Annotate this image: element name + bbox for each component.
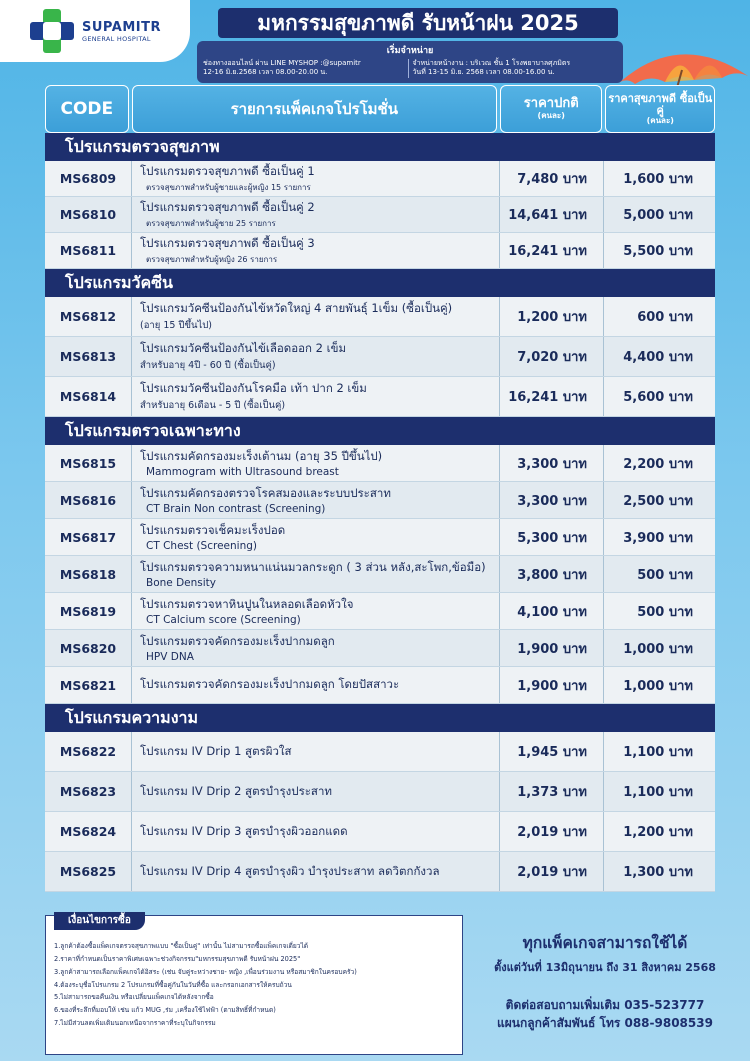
package-name-cell xyxy=(132,772,500,811)
package-code: MS6810 xyxy=(45,197,132,232)
package-name: โปรแกรมตรวจสุขภาพดี ซื้อเป็นคู่ 3 xyxy=(140,236,315,250)
regular-price: 3,300 บาท xyxy=(500,482,604,518)
regular-price: 16,241 บาท xyxy=(500,377,604,416)
package-detail: สำหรับอายุ 4ปี - 60 ปี (ซื้อเป็นคู่) xyxy=(140,360,276,371)
section-header: โปรแกรมตรวจสุขภาพ xyxy=(45,133,715,161)
table-row xyxy=(45,233,715,269)
package-detail: Mammogram with Ultrasound breast xyxy=(146,466,339,478)
promo-price: 5,500 บาท xyxy=(623,244,693,259)
package-detail: (อายุ 15 ปีขึ้นไป) xyxy=(140,320,212,331)
package-detail: ตรวจสุขภาพสำหรับผู้หญิง 26 รายการ xyxy=(146,255,278,264)
package-code: MS6823 xyxy=(45,772,132,811)
table-row xyxy=(45,667,715,704)
package-name: โปรแกรมวัคซีนป้องกันโรคมือ เท้า ปาก 2 เข็ม xyxy=(140,381,367,395)
package-code: MS6822 xyxy=(45,732,132,771)
regular-price: 16,241 บาท xyxy=(500,233,604,268)
promo-price: 1,100 บาท xyxy=(623,785,693,800)
conditions-title: เงื่อนไขการซื้อ xyxy=(54,912,145,930)
promo-price: 5,600 บาท xyxy=(623,390,693,405)
package-name-cell xyxy=(132,593,500,629)
package-name-cell xyxy=(132,556,500,592)
package-code: MS6825 xyxy=(45,852,132,891)
package-name: โปรแกรมวัคซีนป้องกันไข้เลือดออก 2 เข็ม xyxy=(140,341,347,355)
condition-item: 6.ของที่ระลึกที่มอบให้ เช่น แก้ว MUG ,ร่ม ,เครื่องใช้ไฟฟ้า (ตามสิทธิ์ที่กำหนด) xyxy=(54,1006,276,1015)
sale-title: เริ่มจำหน่าย xyxy=(386,46,434,56)
table-row xyxy=(45,337,715,377)
package-name: โปรแกรมคัดกรองตรวจโรคสมองและระบบประสาท xyxy=(140,486,391,500)
condition-item: 3.ลูกค้าสามารถเลือกแพ็คเกจได้อิสระ (เช่น จับคู่ระหว่างชาย- หญิง ,เพื่อนร่วมงาน หรือสมาชิกในครอบครัว) xyxy=(54,967,357,976)
regular-price: 4,100 บาท xyxy=(500,593,604,629)
package-name: โปรแกรม IV Drip 1 สูตรผิวใส xyxy=(140,743,292,758)
package-name: โปรแกรม IV Drip 2 สูตรบำรุงประสาท xyxy=(140,783,332,798)
package-code: MS6809 xyxy=(45,161,132,196)
package-name-cell xyxy=(132,732,500,771)
regular-price: 7,020 บาท xyxy=(500,337,604,376)
table-row xyxy=(45,297,715,337)
regular-price: 1,945 บาท xyxy=(500,732,604,771)
promo-price: 1,100 บาท xyxy=(623,745,693,760)
regular-price: 2,019 บาท xyxy=(500,852,604,891)
header-price: ราคาปกติ (คนละ) xyxy=(500,85,603,133)
package-name-cell xyxy=(132,852,500,891)
condition-item: 2.ราคาที่กำหนดเป็นราคาพิเศษเฉพาะช่วงกิจกรรม"มหกรรมสุขภาพดี รับหน้าฝน 2025" xyxy=(54,954,301,963)
table-row xyxy=(45,812,715,852)
sale-onsite-line1: จำหน่ายหน้างาน : บริเวณ ชั้น 1 โรงพยาบาลศุภมิตร xyxy=(412,59,571,67)
package-name: โปรแกรมตรวจเช็คมะเร็งปอด xyxy=(140,523,286,537)
table-row xyxy=(45,482,715,519)
promo-price: 4,400 บาท xyxy=(623,350,693,365)
table-body xyxy=(45,133,715,892)
package-name: โปรแกรมตรวจหาหินปูนในหลอดเลือดหัวใจ xyxy=(140,597,354,611)
header-code: CODE xyxy=(45,85,129,133)
regular-price: 2,019 บาท xyxy=(500,812,604,851)
usage-info xyxy=(470,930,740,1032)
table-row xyxy=(45,161,715,197)
package-name: โปรแกรมคัดกรองมะเร็งเต้านม (อายุ 35 ปีขึ้นไป) xyxy=(140,449,383,463)
section-header: โปรแกรมวัคซีน xyxy=(45,269,715,297)
promo-price: 2,500 บาท xyxy=(623,493,693,509)
table-row xyxy=(45,445,715,482)
package-name-cell xyxy=(132,812,500,851)
package-code: MS6820 xyxy=(45,630,132,666)
table-row xyxy=(45,377,715,417)
table-row xyxy=(45,852,715,892)
regular-price: 3,800 บาท xyxy=(500,556,604,592)
package-code: MS6814 xyxy=(45,377,132,416)
package-code: MS6816 xyxy=(45,482,132,518)
regular-price: 1,200 บาท xyxy=(500,297,604,336)
promo-price: 1,200 บาท xyxy=(623,825,693,840)
package-detail: ตรวจสุขภาพสำหรับผู้ชายและผู้หญิง 15 รายการ xyxy=(146,183,311,192)
package-code: MS6813 xyxy=(45,337,132,376)
package-name-cell xyxy=(132,519,500,555)
package-code: MS6824 xyxy=(45,812,132,851)
promo-price: 2,200 บาท xyxy=(623,456,693,472)
section-header: โปรแกรมตรวจเฉพาะทาง xyxy=(45,417,715,445)
logo-name: SUPAMITR xyxy=(82,19,161,35)
package-name: โปรแกรมตรวจคัดกรองมะเร็งปากมดลูก โดยปัสสาวะ xyxy=(140,677,400,691)
table-row xyxy=(45,772,715,812)
table-row xyxy=(45,556,715,593)
package-code: MS6817 xyxy=(45,519,132,555)
condition-item: 4.ต้องระบุชื่อโปรแกรม 2 โปรแกรมที่ซื้อคู่กันในวันที่ซื้อ และกรอกเอกสารให้ครบถ้วน xyxy=(54,980,292,989)
contact-phone: ติดต่อสอบถามเพิ่มเติม 035-523777 xyxy=(505,998,705,1012)
package-name-cell xyxy=(132,667,500,703)
condition-item: 7.ไม่มีส่วนลดเพิ่มเติมนอกเหนือจากราคาที่ระบุในกิจกรรม xyxy=(54,1019,216,1028)
package-name-cell xyxy=(132,297,500,336)
table-row xyxy=(45,197,715,233)
package-name-cell xyxy=(132,482,500,518)
table-row xyxy=(45,519,715,556)
regular-price: 7,480 บาท xyxy=(500,161,604,196)
logo-subtitle: GENERAL HOSPITAL xyxy=(82,34,151,43)
package-code: MS6815 xyxy=(45,445,132,481)
package-detail: สำหรับอายุ 6เดือน - 5 ปี (ซื้อเป็นคู่) xyxy=(140,400,286,411)
package-code: MS6819 xyxy=(45,593,132,629)
regular-price: 1,373 บาท xyxy=(500,772,604,811)
package-name: โปรแกรมตรวจสุขภาพดี ซื้อเป็นคู่ 1 xyxy=(140,164,315,178)
package-name: โปรแกรมวัคซีนป้องกันไข้หวัดใหญ่ 4 สายพันธุ์ 1เข็ม (ซื้อเป็นคู่) xyxy=(140,301,453,315)
regular-price: 1,900 บาท xyxy=(500,630,604,666)
package-name: โปรแกรมตรวจความหนาแน่นมวลกระดูก ( 3 ส่วน หลัง,สะโพก,ข้อมือ) xyxy=(140,560,486,574)
promo-price: 600 บาท xyxy=(637,310,693,325)
sale-onsite-line2: วันที่ 13-15 มิ.ย. 2568 เวลา 08.00-16.00 น. xyxy=(412,68,555,77)
promo-price: 1,600 บาท xyxy=(623,172,693,187)
package-name: โปรแกรมตรวจสุขภาพดี ซื้อเป็นคู่ 2 xyxy=(140,200,315,214)
package-name: โปรแกรม IV Drip 4 สูตรบำรุงผิว บำรุงประสาท ลดวิตกกังวล xyxy=(140,863,440,878)
promo-price: 5,000 บาท xyxy=(623,208,693,223)
usage-date: ตั้งแต่วันที่ 13มิถุนายน ถึง 31 สิงหาคม 2568 xyxy=(494,961,716,974)
contact-customer-relations: แผนกลูกค้าสัมพันธ์ โทร 088-9808539 xyxy=(497,1016,713,1030)
package-code: MS6811 xyxy=(45,233,132,268)
hospital-logo xyxy=(0,0,190,62)
header-promo: ราคาสุขภาพดี ซื้อเป็นคู่ (คนละ) xyxy=(605,85,715,133)
package-detail: HPV DNA xyxy=(146,651,194,663)
package-name-cell xyxy=(132,197,500,232)
regular-price: 1,900 บาท xyxy=(500,667,604,703)
package-detail: Bone Density xyxy=(146,577,216,589)
promo-price: 500 บาท xyxy=(637,604,693,620)
table-row xyxy=(45,732,715,772)
promo-price: 1,300 บาท xyxy=(623,865,693,880)
regular-price: 14,641 บาท xyxy=(500,197,604,232)
package-table xyxy=(45,85,715,913)
table-row xyxy=(45,593,715,630)
conditions-box xyxy=(45,915,463,1055)
package-detail: CT Brain Non contrast (Screening) xyxy=(146,503,326,515)
sale-info-box xyxy=(197,41,623,83)
regular-price: 5,300 บาท xyxy=(500,519,604,555)
promo-price: 1,000 บาท xyxy=(623,641,693,657)
section-header: โปรแกรมความงาม xyxy=(45,704,715,732)
usage-title: ทุกแพ็คเกจสามารถใช้ได้ xyxy=(522,934,688,952)
package-detail: ตรวจสุขภาพสำหรับผู้ชาย 25 รายการ xyxy=(146,219,276,228)
conditions-list xyxy=(54,940,458,1030)
promo-price: 3,900 บาท xyxy=(623,530,693,546)
package-detail: CT Chest (Screening) xyxy=(146,540,257,552)
package-name-cell xyxy=(132,377,500,416)
logo-cross-icon xyxy=(30,9,74,53)
sale-online-line2: 12-16 มิ.ย.2568 เวลา 08.00-20.00 น. xyxy=(203,68,328,77)
sale-online-line1: ช่องทางออนไลน์ ผ่าน LINE MYSHOP :@supamitr xyxy=(203,59,361,67)
header-name: รายการแพ็คเกจโปรโมชั่น xyxy=(132,85,497,133)
package-name-cell xyxy=(132,445,500,481)
package-name-cell xyxy=(132,337,500,376)
table-header xyxy=(45,85,715,133)
package-name-cell xyxy=(132,161,500,196)
package-code: MS6812 xyxy=(45,297,132,336)
package-name: โปรแกรมตรวจคัดกรองมะเร็งปากมดลูก xyxy=(140,634,335,648)
package-name: โปรแกรม IV Drip 3 สูตรบำรุงผิวออกแดด xyxy=(140,823,348,838)
package-detail: CT Calcium score (Screening) xyxy=(146,614,301,626)
promo-price: 500 บาท xyxy=(637,567,693,583)
package-code: MS6821 xyxy=(45,667,132,703)
package-name-cell xyxy=(132,233,500,268)
condition-item: 1.ลูกค้าต้องซื้อแพ็คเกจตรวจสุขภาพแบบ "ซื้อเป็นคู่" เท่านั้น ไม่สามารถซื้อแพ็คเกจเดี่ยวได้ xyxy=(54,942,309,950)
package-code: MS6818 xyxy=(45,556,132,592)
package-name-cell xyxy=(132,630,500,666)
promo-price: 1,000 บาท xyxy=(623,678,693,694)
regular-price: 3,300 บาท xyxy=(500,445,604,481)
condition-item: 5.ไม่สามารถขอคืนเงิน หรือเปลี่ยนแพ็คเกจได้หลังจากซื้อ xyxy=(54,993,214,1002)
table-row xyxy=(45,630,715,667)
page-title: มหกรรมสุขภาพดี รับหน้าฝน 2025 xyxy=(218,8,618,38)
